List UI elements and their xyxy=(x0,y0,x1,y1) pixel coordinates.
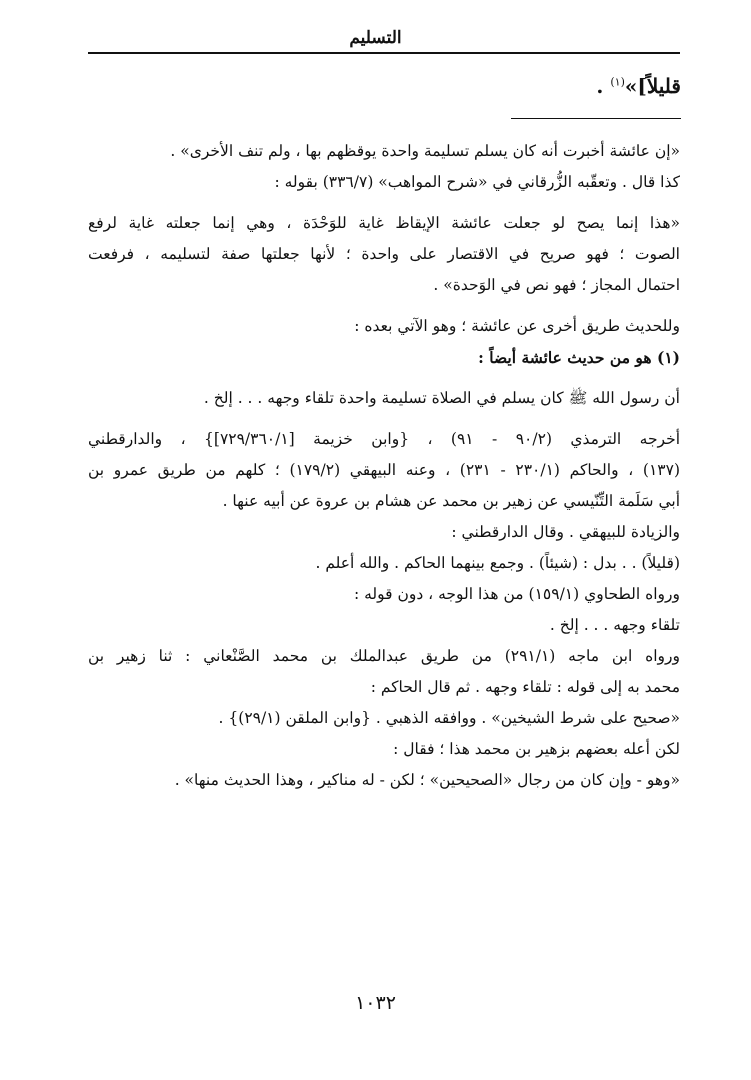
text-line: (قليلاً) . . بدل : (شيئاً) . وجمع بينهما الحاكم . والله أعلم . xyxy=(315,554,680,572)
text-line: «صحيح على شرط الشيخين» . ووافقه الذهبي . {وابن الملقن (٢٩/١)} . xyxy=(218,709,680,727)
text-line: أخرجه الترمذي (٩٠/٢ - ٩١) ، {وابن خزيمة [٧٢٩/٣٦٠/١]} ، والدارقطني xyxy=(88,430,680,448)
text-line: محمد به إلى قوله : تلقاء وجهه . ثم قال الحاكم : xyxy=(370,678,680,696)
text-line: «إن عائشة أخبرت أنه كان يسلم تسليمة واحدة يوقظهم بها ، ولم تنف الأخرى» . xyxy=(170,142,680,160)
text-line: والزيادة للبيهقي . وقال الدارقطني : xyxy=(451,523,680,541)
text-line: «هذا إنما يصح لو جعلت عائشة الإيقاظ غاية للوَحْدَة ، وهي إنما جعلته غاية لرفع xyxy=(88,214,680,232)
text-line: (١) هو من حديث عائشة أيضاً : xyxy=(478,348,680,367)
text-line: لكن أعله بعضهم بزهير بن محمد هذا ؛ فقال : xyxy=(393,740,680,758)
footnote-body xyxy=(88,136,680,796)
header-rule xyxy=(88,52,680,54)
text-line: كذا قال . وتعقّبه الزُّرقاني في «شرح المواهب» (٣٣٦/٧) بقوله : xyxy=(274,173,680,191)
text-line: (١٣٧) ، والحاكم (٢٣٠/١ - ٢٣١) ، وعنه البيهقي (١٧٩/٢) ؛ كلهم من طريق عمرو بن xyxy=(88,461,680,479)
continuation-trail: . xyxy=(596,74,611,98)
text-line: وللحديث طريق أخرى عن عائشة ؛ وهو الآتي بعده : xyxy=(354,317,680,335)
text-line: الصوت ؛ فهو صريح في الاقتصار على واحدة ؛ لأنها جعلتها صفة لتسليمه ، فرفعت xyxy=(88,245,680,263)
text-line: احتمال المجاز ؛ فهو نص في الوَحدة» . xyxy=(433,276,680,294)
running-header-title: التسليم xyxy=(349,28,402,48)
continuation-line xyxy=(596,74,681,98)
text-line: ورواه الطحاوي (١٥٩/١) من هذا الوجه ، دون قوله : xyxy=(353,585,680,603)
footnote-ref: (١) xyxy=(610,75,625,89)
continuation-text: قليلاً]» xyxy=(624,74,681,98)
page-number: ١٠٣٢ xyxy=(355,992,396,1014)
footnote-separator-rule xyxy=(511,118,681,119)
text-line: ورواه ابن ماجه (٢٩١/١) من طريق عبدالملك بن محمد الصَّنْعاني : ثنا زهير بن xyxy=(88,647,680,665)
text-line: تلقاء وجهه . . . إلخ . xyxy=(549,616,680,634)
text-line: أن رسول الله ﷺ كان يسلم في الصلاة تسليمة واحدة تلقاء وجهه . . . إلخ . xyxy=(203,389,680,407)
text-line: أبي سَلَمة التِّنّيسي عن زهير بن محمد عن هشام بن عروة عن أبيه عنها . xyxy=(222,492,680,510)
text-line: «وهو - وإن كان من رجال «الصحيحين» ؛ لكن - له مناكير ، وهذا الحديث منها» . xyxy=(174,771,680,789)
